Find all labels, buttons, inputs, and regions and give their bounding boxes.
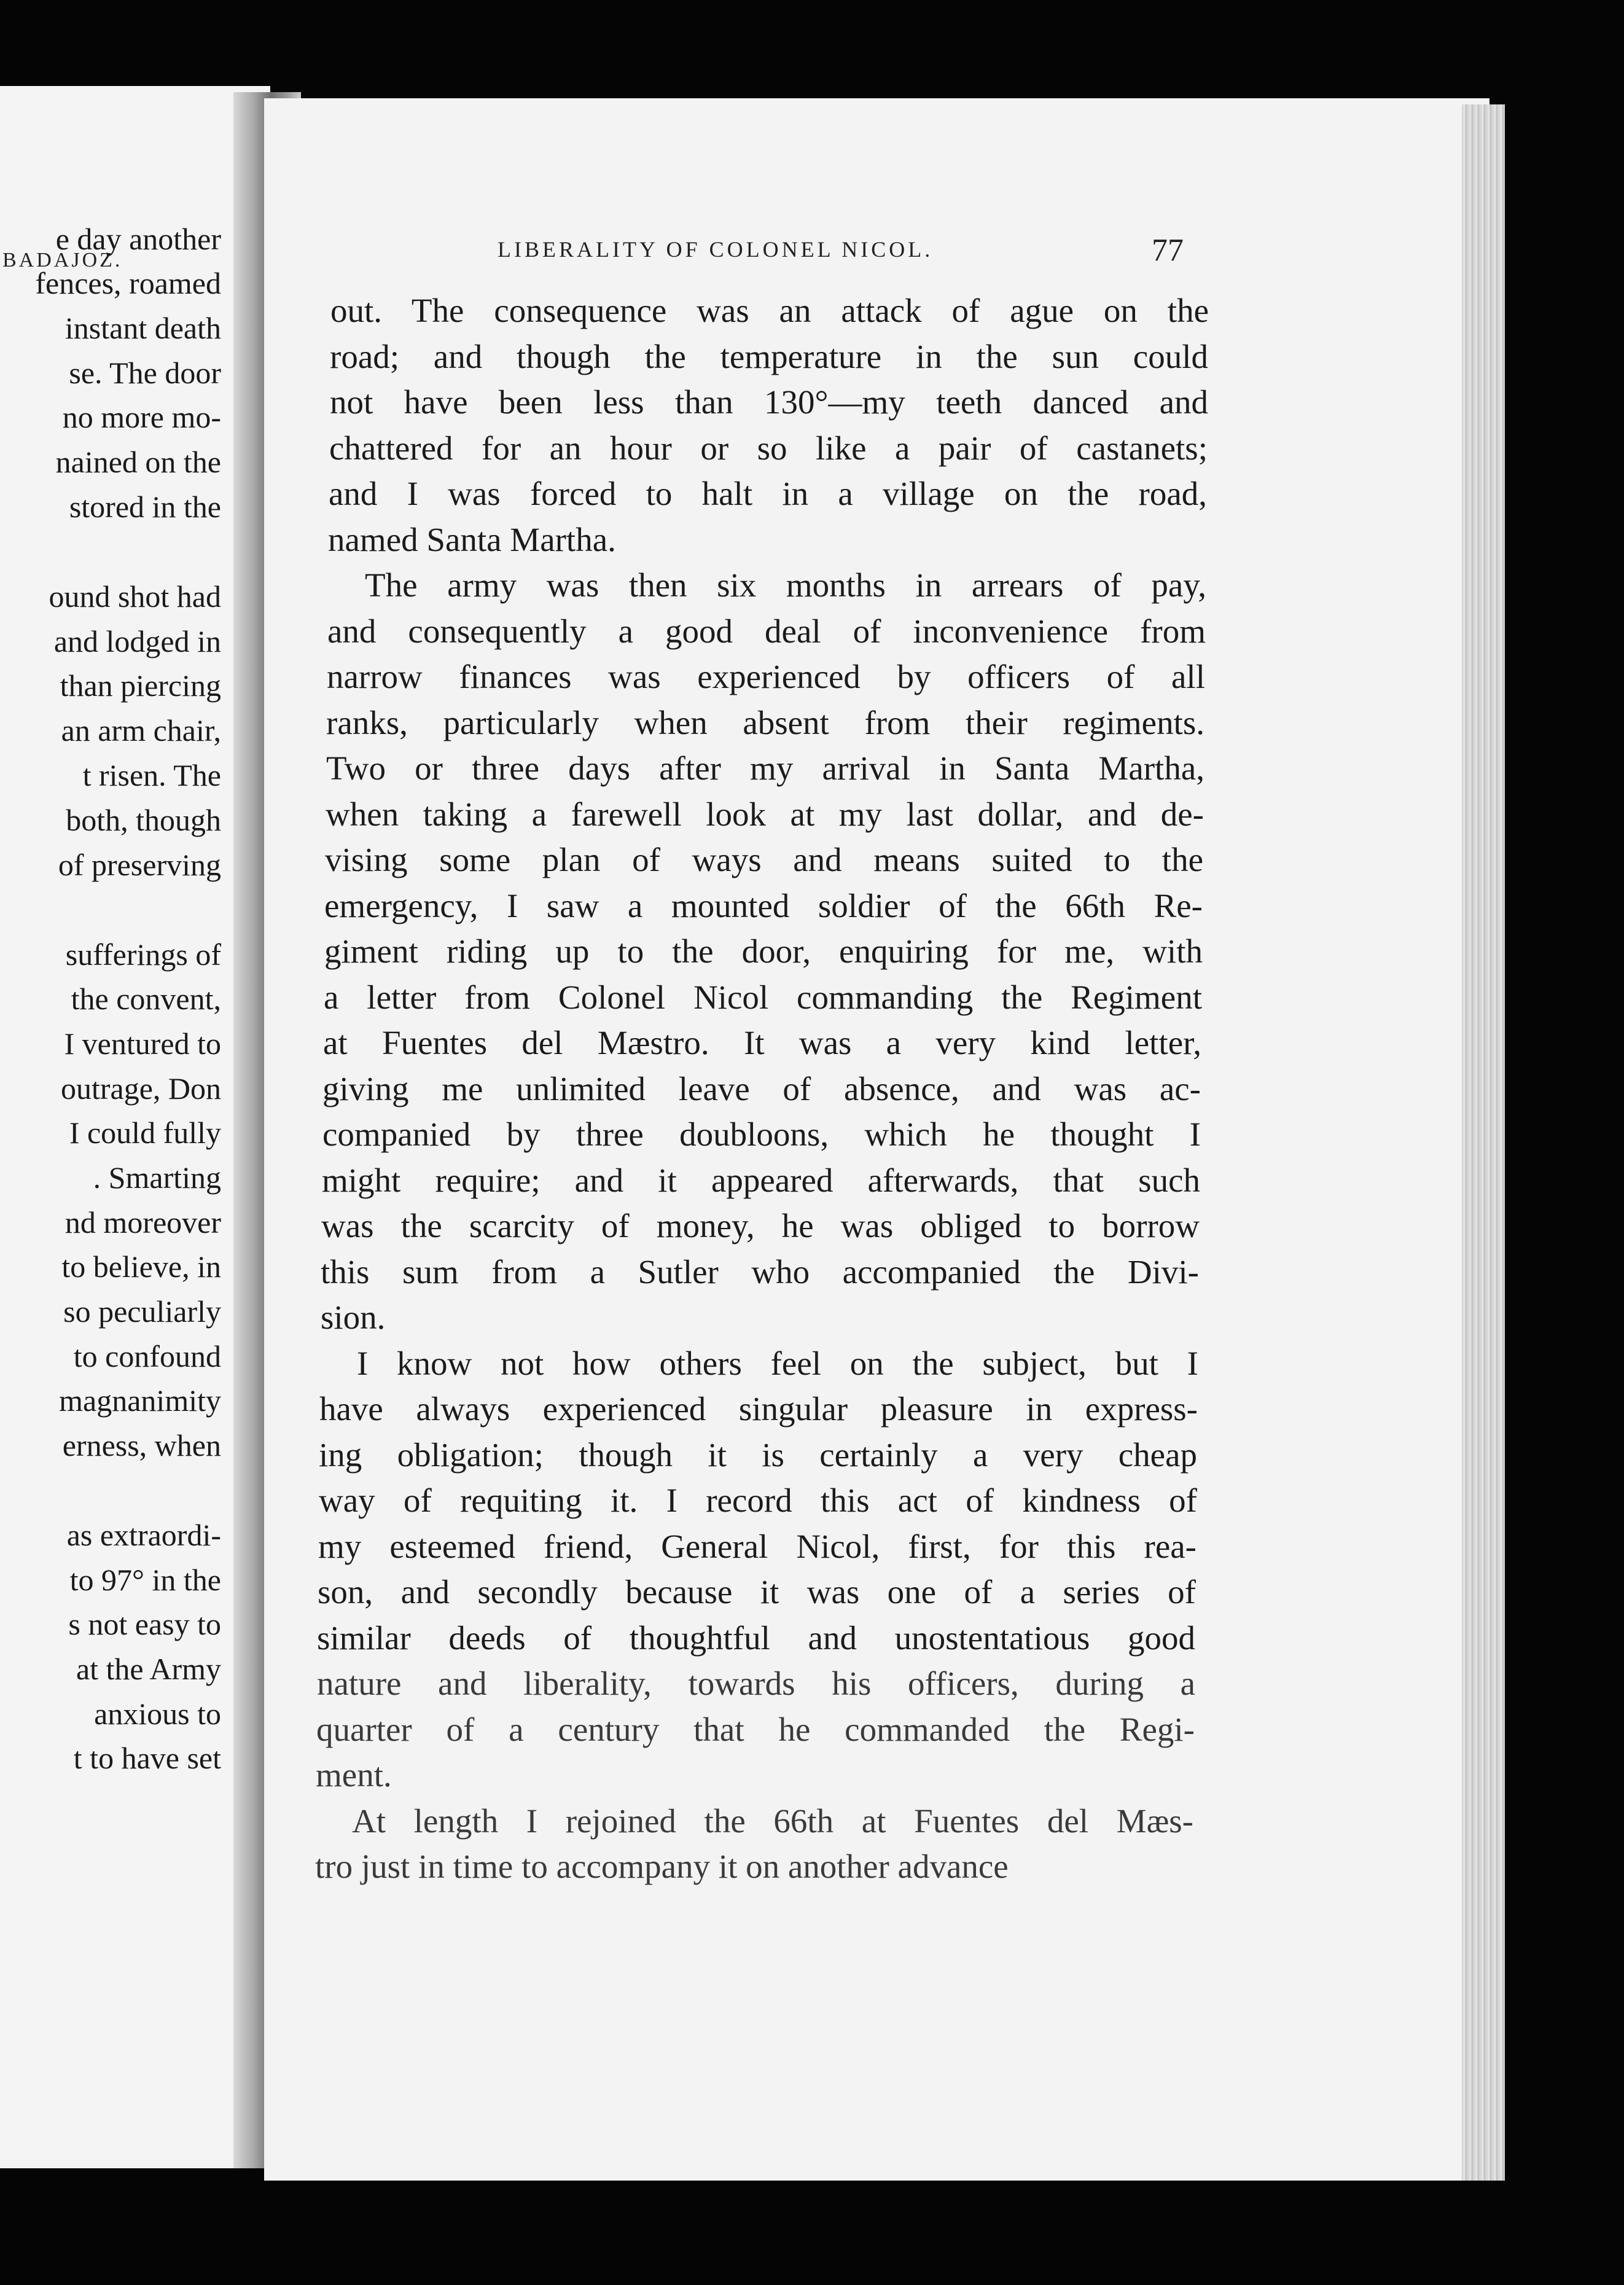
- body-text-line: The army was then six months in arrears of pay,: [365, 566, 1206, 604]
- body-text-line: was the scarcity of money, he was obliged to borrow: [321, 1207, 1200, 1244]
- left-text-line: erness, when: [62, 1428, 221, 1463]
- left-text-line: outrage, Don: [60, 1071, 221, 1106]
- body-text-line: sion.: [321, 1299, 386, 1336]
- body-text-line: emergency, I saw a mounted soldier of the 66th Re-: [324, 887, 1203, 924]
- body-text-line: nature and liberality, towards his officers, during a: [317, 1665, 1195, 1702]
- running-head: LIBERALITY OF COLONEL NICOL.: [498, 237, 934, 262]
- body-text-line: a letter from Colonel Nicol commanding the Regiment: [324, 978, 1202, 1016]
- left-text-line: sufferings of: [65, 937, 221, 972]
- left-text-line: t to have set: [73, 1741, 221, 1775]
- body-text-line: companied by three doubloons, which he thought I: [322, 1115, 1201, 1153]
- body-text-line: this sum from a Sutler who accompanied the Divi-: [321, 1253, 1199, 1291]
- body-text-line: have always experienced singular pleasure in express-: [319, 1390, 1198, 1428]
- left-text-line: I ventured to: [64, 1026, 221, 1061]
- body-text-line: chattered for an hour or so like a pair of castanets;: [329, 429, 1208, 467]
- body-text-line: vising some plan of ways and means suited to the: [325, 841, 1203, 878]
- left-page-header: BADAJOZ.: [2, 249, 123, 271]
- left-text-line: fences, roamed: [35, 266, 221, 300]
- body-text-line: similar deeds of thoughtful and unostentatious good: [317, 1619, 1195, 1657]
- page-number: 77: [1152, 233, 1184, 268]
- body-text-line: ment.: [316, 1756, 392, 1794]
- left-text-line: stored in the: [69, 490, 221, 524]
- left-text-line: magnanimity: [59, 1383, 221, 1418]
- body-text-line: my esteemed friend, General Nicol, first, for this rea-: [318, 1528, 1197, 1565]
- left-text-line: both, though: [66, 803, 221, 837]
- left-page: [0, 86, 270, 2168]
- left-text-line: e day another: [55, 222, 221, 256]
- left-text-line: I could fully: [69, 1115, 221, 1150]
- left-text-line: to believe, in: [61, 1249, 221, 1284]
- left-text-line: the convent,: [71, 982, 221, 1016]
- body-text-line: road; and though the temperature in the sun could: [330, 338, 1208, 375]
- left-text-line: nained on the: [55, 445, 221, 479]
- left-text-line: s not easy to: [68, 1607, 221, 1641]
- body-text-line: not have been less than 130°—my teeth danced and: [330, 383, 1208, 421]
- body-text-line: tro just in time to accompany it on another advance: [315, 1848, 1009, 1885]
- body-text-line: might require; and it appeared afterwards, that such: [322, 1162, 1200, 1199]
- body-text-line: ing obligation; though it is certainly a very cheap: [319, 1436, 1197, 1474]
- body-text-line: narrow finances was experienced by officers of all: [327, 658, 1205, 695]
- left-text-line: to 97° in the: [69, 1563, 221, 1597]
- left-text-line: t risen. The: [82, 758, 221, 792]
- left-text-line: no more mo-: [62, 400, 221, 434]
- page-edges: [1462, 104, 1505, 2181]
- left-text-line: an arm chair,: [61, 713, 221, 748]
- body-text-line: son, and secondly because it was one of a series of: [318, 1573, 1196, 1611]
- left-text-line: to confound: [73, 1339, 221, 1373]
- left-text-line: ound shot had: [49, 579, 221, 614]
- left-text-line: than piercing: [60, 668, 221, 703]
- left-text-line: and lodged in: [53, 624, 221, 658]
- left-text-line: anxious to: [94, 1697, 221, 1731]
- body-text-line: Two or three days after my arrival in Santa Martha,: [326, 749, 1204, 787]
- body-text-line: giving me unlimited leave of absence, and was ac-: [322, 1070, 1201, 1107]
- body-text-line: At length I rejoined the 66th at Fuentes del Mæs-: [352, 1802, 1193, 1840]
- body-text-line: I know not how others feel on the subject, but I: [357, 1345, 1198, 1382]
- left-text-line: as extraordi-: [66, 1518, 221, 1552]
- left-text-line: . Smarting: [93, 1160, 221, 1195]
- left-text-line: se. The door: [69, 356, 221, 390]
- body-text-line: out. The consequence was an attack of ague on the: [330, 292, 1209, 329]
- body-text-line: quarter of a century that he commanded the Regi-: [316, 1711, 1195, 1748]
- body-text-line: giment riding up to the door, enquiring for me, with: [324, 932, 1203, 970]
- body-text-line: at Fuentes del Mæstro. It was a very kind letter,: [323, 1024, 1201, 1061]
- body-text-line: and consequently a good deal of inconvenience from: [327, 612, 1206, 650]
- left-text-line: nd moreover: [64, 1205, 221, 1240]
- body-text-line: and I was forced to halt in a village on the road,: [329, 475, 1207, 512]
- body-text-line: when taking a farewell look at my last dollar, and de-: [326, 795, 1204, 833]
- left-text-line: of preserving: [58, 848, 221, 882]
- left-text-line: instant death: [64, 311, 221, 345]
- left-text-line: at the Army: [76, 1652, 221, 1686]
- body-text-line: ranks, particularly when absent from their regiments.: [326, 704, 1204, 741]
- body-text-line: way of requiting it. I record this act of kindness of: [319, 1482, 1197, 1519]
- left-text-line: so peculiarly: [63, 1294, 221, 1329]
- body-text-line: named Santa Martha.: [328, 521, 616, 558]
